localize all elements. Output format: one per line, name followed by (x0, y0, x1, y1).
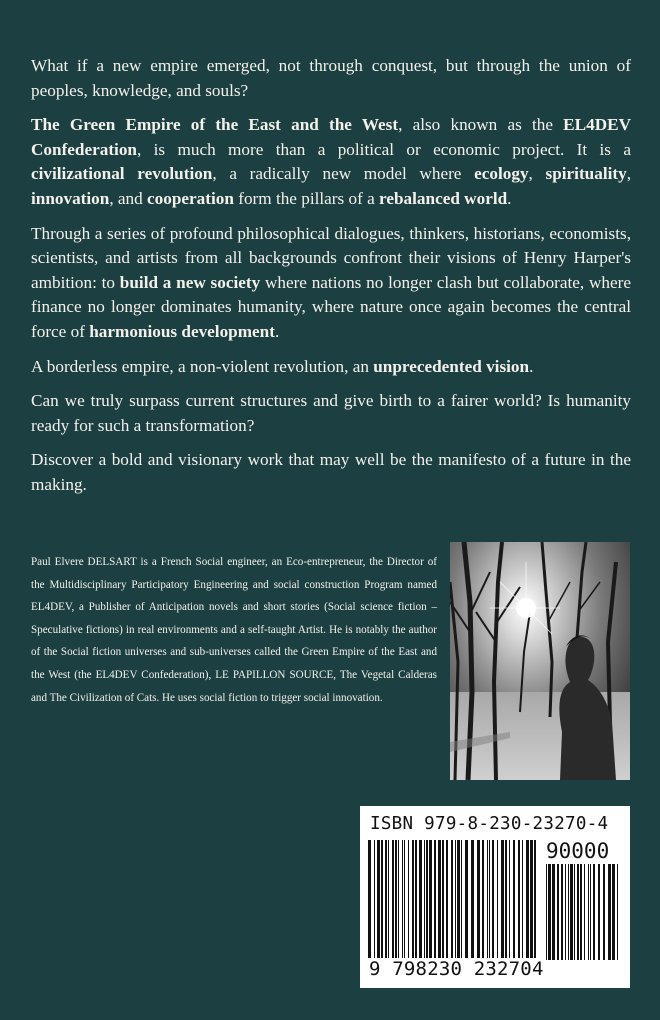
barcode-bar (388, 840, 389, 958)
barcode-bar (408, 840, 409, 958)
author-photo (450, 542, 630, 780)
barcode-bar (598, 864, 600, 960)
barcode-bar (568, 864, 569, 960)
barcode-bar (368, 840, 371, 958)
barcode-bar (513, 840, 515, 958)
blurb-paragraph-4 (31, 355, 631, 380)
barcode-bar (438, 840, 441, 958)
barcode-bar (426, 840, 428, 958)
blurb-paragraph-1: What if a new empire emerged, not through conquest, but through the union of peoples, knowledge, and souls? (31, 56, 631, 100)
text-run: cooperation (147, 188, 234, 208)
barcode-bar (557, 864, 559, 960)
text-run: ecology (474, 164, 529, 184)
barcode-bar (392, 840, 394, 958)
barcode-bar (548, 864, 551, 960)
text-run: , is much more than a political or economic project. It is a (136, 139, 631, 159)
text-run: rebalanced world (379, 188, 508, 208)
blurb-paragraph-3 (31, 222, 631, 345)
barcode-bar (487, 840, 488, 958)
blurb-paragraph-6: Discover a bold and visionary work that may well be the manifesto of a future in the making. (31, 450, 631, 494)
barcode-bar (451, 840, 453, 958)
text-run: , (528, 164, 546, 184)
isbn-label: ISBN 979-8-230-23270-4 (370, 814, 609, 834)
barcode-bar (471, 840, 474, 958)
barcode-bar (577, 864, 579, 960)
barcode-bar (457, 840, 460, 958)
barcode-bar (377, 840, 380, 958)
back-cover-blurb (31, 54, 631, 508)
text-run: EL4DEV Confederation (31, 115, 631, 159)
blurb-paragraph-5: Can we truly surpass current structures and give birth to a fairer world? Is humanity ready for such a transformation? (31, 391, 631, 435)
barcode-bar (509, 840, 510, 958)
barcode-bar (570, 864, 573, 960)
barcode-bar (398, 840, 399, 958)
barcode-bar (603, 864, 605, 960)
text-run: Through a series of profound philosophical dialogues, thinkers, historians, economists, scientists, and artists from all backgrounds confront their visions of Henry Harper's ambition: to (31, 223, 631, 292)
barcode-bar (505, 840, 507, 958)
text-run: form the pillars of a (233, 188, 380, 208)
barcode-bar (526, 840, 529, 958)
text-run: A borderless empire, a non-violent revolution, an (31, 356, 374, 376)
text-run: . (274, 321, 280, 341)
barcode-bar (404, 840, 405, 958)
text-run: build a new society (119, 272, 261, 292)
barcode-bar (501, 840, 504, 958)
text-run: innovation (31, 188, 110, 208)
text-run: , also known as the (398, 115, 564, 135)
barcode-bars-main (368, 840, 540, 964)
barcode-bar (429, 840, 432, 958)
text-run: harmonious development (89, 321, 275, 341)
text-run: , a radically new model where (212, 164, 475, 184)
barcode-bar (434, 840, 436, 958)
author-photo-icon (450, 542, 630, 780)
barcode-bar (608, 864, 611, 960)
author-bio: Paul Elvere DELSART is a French Social engineer, an Eco-entrepreneur, the Director of the Multidisciplinary Participatory Engineering and social construction Program named EL4DEV, a Publisher of Anticipation novels and short stories (Social science fiction – Speculative fictions) in real environments and a self-taught Artist. He is notably the author of the Social fiction universes and sub-universes called the Green Empire of the East and the West (the EL4DEV Confederation), LE PAPILLON SOURCE, The Vegetal Calderas and The Civilization of Cats. He uses social fiction to trigger social innovation. (31, 556, 437, 704)
barcode-bar (522, 840, 523, 958)
barcode-bar (419, 840, 422, 958)
blurb-paragraph-2 (31, 113, 631, 211)
barcode-bar (442, 840, 444, 958)
barcode-bar (574, 864, 575, 960)
barcode-bar (534, 840, 536, 958)
barcode-bar (580, 864, 582, 960)
barcode-bar (552, 864, 555, 960)
barcode-bars-addon (546, 864, 622, 960)
barcode-bar (455, 840, 456, 958)
text-run: The Green Empire of the East and the West (31, 115, 399, 135)
barcode-bar (482, 840, 484, 958)
barcode-bar (590, 864, 591, 960)
barcode-bar (588, 864, 589, 960)
barcode-bar (593, 864, 595, 960)
barcode-bar (584, 864, 585, 960)
text-run: , and (109, 188, 148, 208)
barcode-bar (402, 840, 403, 958)
barcode-bar (465, 840, 468, 958)
barcode-bar (617, 864, 618, 960)
barcode-bar (381, 840, 383, 958)
barcode-bar (415, 840, 417, 958)
barcode-bar (412, 840, 414, 958)
barcode-bar (518, 840, 520, 958)
isbn-barcode (360, 806, 630, 988)
text-run: , (626, 164, 631, 184)
barcode-bar (424, 840, 425, 958)
text-run: . (507, 188, 512, 208)
barcode-bar (374, 840, 375, 958)
text-run: civilizational revolution (31, 164, 213, 184)
barcode-bar (461, 840, 462, 958)
barcode-digits: 9 798230 232704 (369, 958, 544, 980)
barcode-bar (565, 864, 566, 960)
barcode-bar (497, 840, 498, 958)
barcode-bar (395, 840, 397, 958)
text-run: spirituality (545, 164, 627, 184)
price-code: 90000 (546, 839, 610, 863)
barcode-bar (612, 864, 615, 960)
barcode-bar (385, 840, 387, 958)
barcode-bar (561, 864, 563, 960)
text-run: . (529, 356, 534, 376)
text-run: where nations no longer clash but collaborate, where finance no longer dominates humanity, where nature once again becomes the central force of (31, 272, 631, 341)
barcode-bar (489, 840, 490, 958)
barcode-bar (492, 840, 494, 958)
barcode-bar (530, 840, 533, 958)
text-run: unprecedented vision (373, 356, 530, 376)
barcode-bar (477, 840, 480, 958)
barcode-bar (446, 840, 448, 958)
barcode-bar (546, 864, 547, 960)
